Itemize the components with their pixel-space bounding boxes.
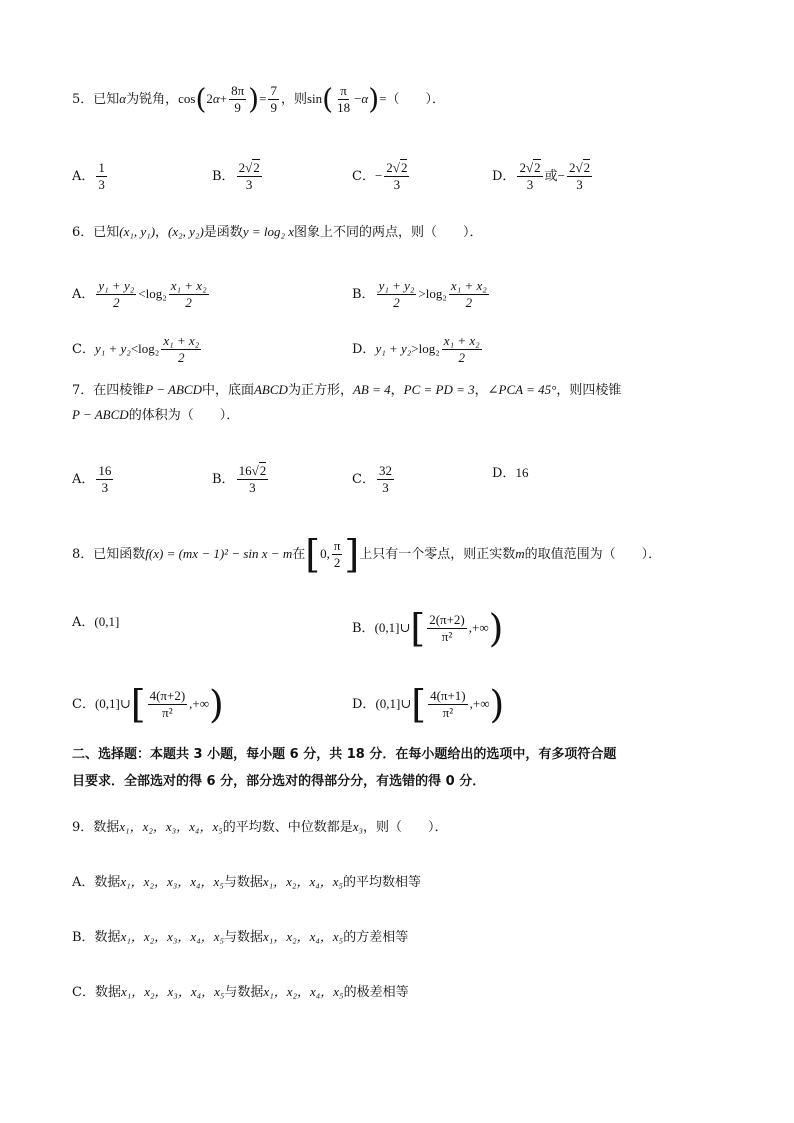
math-func: cos	[178, 91, 196, 106]
fraction	[332, 538, 343, 571]
fraction	[268, 83, 279, 116]
q7-stem-text: 中，底面	[201, 383, 254, 398]
q8-stem-text: 在	[292, 547, 306, 562]
math-op: =	[379, 91, 387, 106]
math-number: 2	[519, 160, 526, 175]
option-text: 或	[544, 169, 558, 184]
q6-stem-text: 图象上不同的两点，则（ ）．	[294, 225, 483, 240]
math-expr: ∠PCA = 45°	[487, 382, 557, 397]
frac-num: 2√2	[238, 160, 260, 175]
q7-stem-text: 的体积为（ ）．	[128, 408, 240, 423]
fraction	[517, 160, 542, 193]
frac-num: x₁ + x₂	[450, 278, 487, 293]
q5-option-b[interactable]	[212, 160, 264, 193]
q9-option-c[interactable]	[72, 982, 409, 1003]
q8-stem-text: 上只有一个零点，则正实数	[359, 547, 516, 562]
math-expr: ,+∞	[189, 696, 210, 711]
frac-num: 2√2	[568, 160, 591, 175]
math-op: >	[411, 341, 419, 356]
fraction	[377, 278, 417, 311]
fraction	[237, 160, 262, 193]
frac-den: 2	[465, 295, 473, 310]
math-expr: x₁，x₂，x₄，x₅	[263, 984, 344, 999]
q5-option-a[interactable]	[72, 160, 109, 193]
fraction	[237, 463, 269, 496]
fraction	[449, 278, 489, 311]
frac-den: 3	[382, 480, 389, 495]
math-func: log₂	[138, 341, 160, 356]
math-symbol: α	[119, 91, 127, 106]
bracket: [	[305, 532, 321, 577]
math-func: sin	[306, 91, 323, 106]
fraction	[567, 160, 592, 193]
q6-stem-text: ，	[155, 225, 169, 240]
q7-option-c[interactable]	[352, 463, 396, 496]
fraction	[427, 612, 467, 645]
q9-stem	[72, 817, 448, 838]
option-label: A．	[72, 287, 95, 302]
frac-num: 16	[98, 463, 112, 478]
section2-line2: 目要求．全部选对的得 6 分，部分选对的得部分分，有选错的得 0 分．	[72, 774, 486, 789]
option-text: 与数据	[224, 985, 264, 1000]
option-label: B．	[352, 287, 375, 302]
option-label: B．数据	[72, 930, 121, 945]
math-expr: (0,1]∪	[375, 696, 412, 711]
math-number: 16	[238, 463, 252, 478]
frac-den: 2	[333, 555, 341, 570]
option-label: D．	[352, 342, 376, 357]
frac-den: 2	[458, 350, 465, 365]
q6-stem	[72, 222, 483, 243]
radicand: 2	[583, 160, 591, 175]
fraction	[161, 333, 201, 366]
frac-num: x₁ + x₂	[163, 333, 200, 348]
q8-option-c[interactable]	[72, 682, 224, 727]
math-expr: (0,1]∪	[94, 696, 131, 711]
math-func: log₂	[425, 286, 447, 301]
frac-den: 3	[576, 177, 583, 192]
math-expr: (0,1]∪	[374, 620, 411, 635]
q5-option-d[interactable]	[492, 160, 594, 193]
radicand: 2	[534, 160, 541, 175]
q7-option-a[interactable]	[72, 463, 115, 496]
bracket: )	[488, 606, 504, 651]
frac-den: 3	[101, 480, 109, 495]
frac-num: 16√2	[238, 463, 267, 478]
q8-stem-text: 8．已知函数	[72, 547, 146, 562]
option-label: C．数据	[72, 985, 121, 1000]
q7-stem-line1	[72, 380, 621, 401]
fraction	[96, 160, 107, 193]
math-func: log₂	[418, 341, 440, 356]
frac-num: 2(π+2)	[429, 612, 465, 627]
q9-stem-text: ，则（ ）．	[363, 820, 448, 835]
frac-num: x₁ + x₂	[170, 278, 207, 293]
frac-num: 4(π+2)	[149, 688, 186, 703]
option-label: C．	[72, 342, 95, 357]
math-expr: AB = 4	[352, 382, 391, 397]
frac-num: y₁ + y₂	[378, 278, 415, 293]
frac-den: 18	[337, 100, 351, 115]
math-expr: y₁ + y₂	[375, 341, 412, 356]
option-text: 与数据	[224, 930, 264, 945]
math-symbol: α	[212, 91, 220, 106]
section2-line1: 二、选择题：本题共 3 小题，每小题 6 分，共 18 分．在每小题给出的选项中，有多项符合题	[72, 747, 617, 762]
math-var: x₃	[352, 819, 364, 834]
option-label: C．	[352, 169, 375, 184]
q5-stem-text: （ ）．	[386, 92, 446, 107]
q7-stem-line2	[72, 405, 239, 426]
math-expr: x₁，x₂，x₃，x₄，x₅	[120, 929, 225, 944]
math-op: −	[374, 168, 383, 183]
frac-den: π²	[441, 629, 453, 644]
q7-stem-text: 7．在四棱锥	[72, 383, 146, 398]
frac-den: 3	[526, 177, 534, 192]
math-op: <	[130, 341, 139, 356]
frac-num: 7	[270, 83, 277, 98]
paren: (	[322, 82, 334, 116]
radicand: 2	[400, 160, 408, 175]
q6-stem-text: 6．已知	[72, 225, 120, 240]
frac-num: 2√2	[519, 160, 541, 175]
bracket: ]	[344, 532, 360, 577]
math-expr: y₁ + y₂	[94, 341, 131, 356]
option-text: 的极差相等	[343, 985, 409, 1000]
fraction	[96, 278, 136, 311]
frac-den: 3	[393, 177, 401, 192]
frac-den: 3	[249, 480, 256, 495]
math-op: =	[259, 91, 267, 106]
frac-num: y₁ + y₂	[98, 278, 135, 293]
option-value: 16	[515, 465, 529, 480]
math-expr: x₁，x₂，x₃，x₄，x₅	[120, 874, 224, 889]
fraction	[384, 160, 409, 193]
radicand: 2	[259, 463, 267, 478]
frac-den: 9	[234, 100, 241, 115]
frac-den: 3	[245, 177, 253, 192]
fraction	[169, 278, 209, 311]
q5-stem-text: 5．已知	[72, 92, 120, 107]
math-op: >	[418, 286, 426, 301]
math-expr: x₁，x₂，x₃，x₄，x₅	[120, 984, 225, 999]
math-op: <	[138, 286, 146, 301]
math-var: m	[515, 546, 525, 561]
q7-stem-text: ，	[390, 383, 404, 398]
q7-option-d[interactable]	[492, 463, 528, 484]
fraction	[442, 333, 482, 366]
frac-num: 2√2	[386, 160, 408, 175]
q8-stem	[72, 532, 662, 577]
math-number: 2	[206, 91, 213, 106]
math-func: log₂	[145, 286, 167, 301]
math-point: (x₂, y₂)	[168, 224, 204, 239]
math-expr: x₁，x₂，x₃，x₄，x₅	[119, 819, 223, 834]
math-func: f(x) = (mx − 1)² − sin x − m	[145, 546, 293, 561]
option-label: C．	[72, 697, 95, 712]
q5-stem-text: 为锐角，	[126, 92, 179, 107]
frac-num: 4(π+1)	[430, 688, 466, 703]
q8-option-d[interactable]	[352, 682, 505, 727]
frac-num: π	[333, 538, 341, 553]
option-label: A．	[72, 169, 95, 184]
q8-option-a[interactable]	[72, 612, 119, 633]
q9-stem-text: 9．数据	[72, 820, 120, 835]
option-text: 的方差相等	[343, 930, 409, 945]
q9-option-b[interactable]	[72, 927, 408, 948]
bracket: [	[411, 682, 427, 727]
math-op: −	[557, 168, 565, 183]
fraction	[335, 83, 352, 116]
frac-den: 2	[185, 295, 192, 310]
option-label: D．	[492, 169, 516, 184]
option-label: D．	[352, 697, 376, 712]
option-label: A．数据	[72, 875, 121, 890]
q9-option-a[interactable]	[72, 872, 421, 893]
paren: )	[368, 82, 380, 116]
option-label: D．	[492, 466, 516, 481]
math-expr: P − ABCD	[145, 382, 202, 397]
math-number: 2	[238, 160, 246, 175]
q6-stem-text: 是函数	[203, 225, 243, 240]
frac-den: π²	[442, 705, 454, 720]
q7-stem-text: ，	[474, 383, 488, 398]
option-label: A．	[72, 472, 95, 487]
bracket: )	[209, 682, 224, 727]
paren: (	[195, 82, 207, 116]
fraction	[377, 463, 394, 496]
q5-option-c[interactable]	[352, 160, 411, 193]
math-expr: ,+∞	[469, 696, 490, 711]
frac-num: 32	[378, 463, 392, 478]
q7-option-b[interactable]	[212, 463, 270, 496]
math-expr: x₁，x₂，x₄，x₅	[262, 874, 344, 889]
option-label: B．	[352, 621, 375, 636]
q8-stem-text: 的取值范围为（ ）．	[524, 547, 662, 562]
fraction	[96, 463, 113, 496]
frac-den: 2	[393, 295, 400, 310]
option-label: A．	[72, 615, 95, 630]
math-op: +	[219, 91, 228, 106]
frac-num: 1	[98, 160, 105, 175]
math-symbol: α	[361, 91, 369, 106]
option-text: 与数据	[223, 875, 263, 890]
math-number: 2	[386, 160, 393, 175]
q5-stem-text: ，则	[280, 92, 307, 107]
radicand: 2	[253, 160, 260, 175]
q6-option-a[interactable]	[72, 278, 211, 311]
fraction	[229, 83, 246, 116]
option-label: C．	[352, 472, 375, 487]
math-number: 2	[568, 160, 576, 175]
bracket: )	[489, 682, 505, 727]
frac-den: 2	[177, 350, 185, 365]
frac-num: 8π	[231, 83, 245, 98]
frac-num: π	[340, 83, 347, 98]
frac-den: 9	[270, 100, 277, 115]
fraction	[428, 688, 468, 721]
math-expr: ,+∞	[468, 620, 489, 635]
q6-option-b[interactable]	[352, 278, 491, 311]
frac-num: x₁ + x₂	[443, 333, 480, 348]
math-func: y = log₂ x	[242, 224, 295, 239]
q6-option-c[interactable]	[72, 333, 203, 366]
q5-stem	[72, 83, 445, 116]
option-value: (0,1]	[94, 614, 120, 629]
frac-den: 3	[98, 177, 105, 192]
paren: )	[248, 82, 260, 116]
math-point: (x₁, y₁)	[119, 224, 156, 239]
q8-option-b[interactable]	[352, 606, 504, 651]
math-expr: PC = PD = 3	[403, 382, 475, 397]
q7-stem-text: 为正方形，	[287, 383, 353, 398]
option-label: B．	[212, 472, 235, 487]
frac-den: 2	[113, 295, 120, 310]
math-expr: 0,	[320, 546, 330, 561]
option-label: B．	[212, 169, 235, 184]
bracket: [	[130, 682, 146, 727]
q9-stem-text: 的平均数、中位数都是	[222, 820, 353, 835]
q6-option-d[interactable]	[352, 333, 484, 366]
math-op: −	[354, 91, 362, 106]
frac-den: π²	[162, 705, 173, 720]
option-text: 的平均数相等	[343, 875, 422, 890]
math-expr: P − ABCD	[72, 407, 129, 422]
math-expr: x₁，x₂，x₄，x₅	[263, 929, 344, 944]
math-expr: ABCD	[253, 382, 288, 397]
bracket: [	[410, 606, 426, 651]
q7-stem-text: ，则四棱锥	[556, 383, 622, 398]
fraction	[148, 688, 188, 721]
